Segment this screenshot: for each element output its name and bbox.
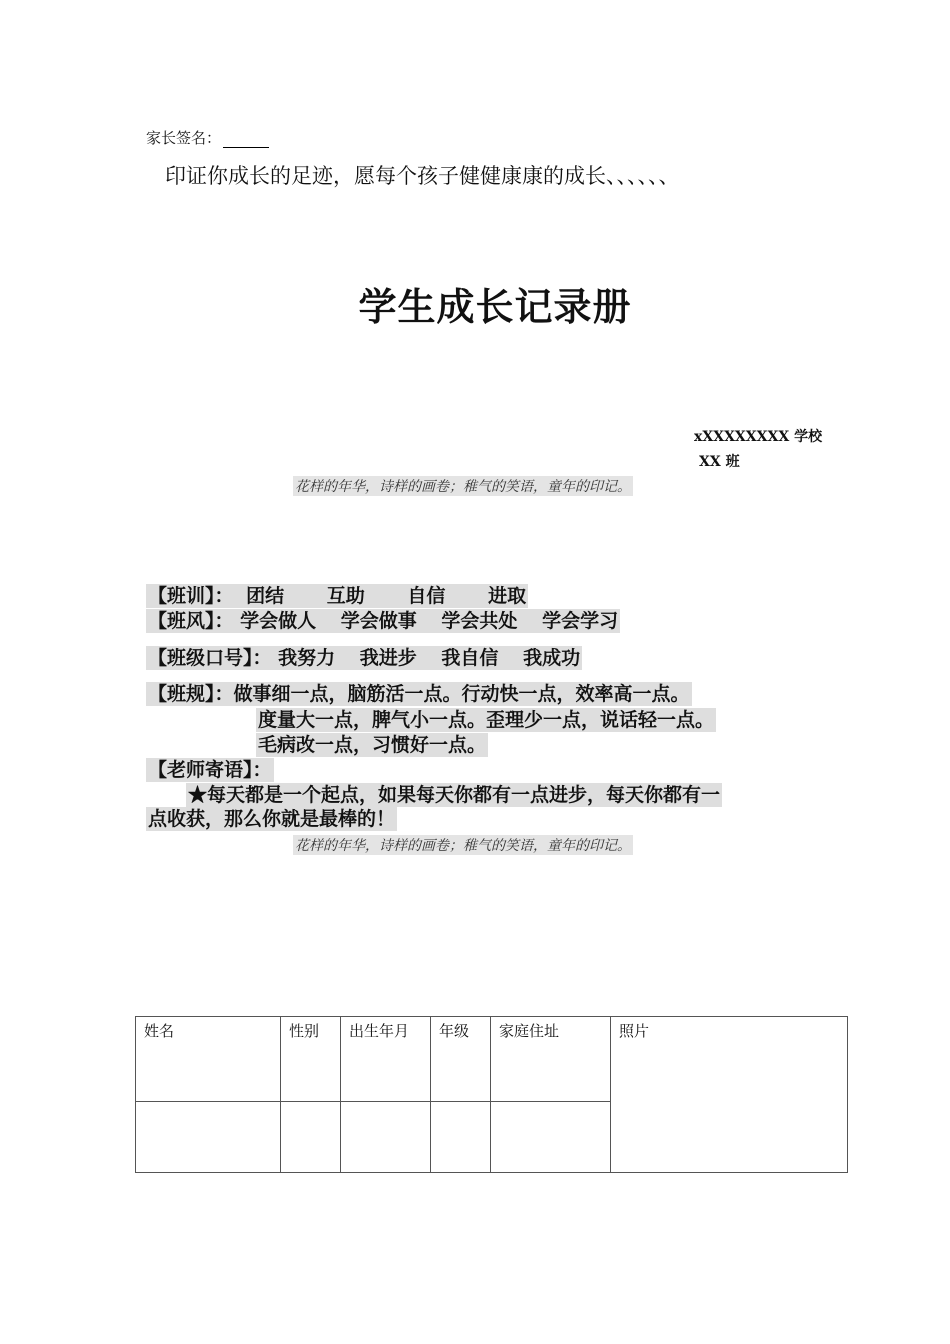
school-name: xXXXXXXXX 学校 [694, 429, 823, 445]
signature-line[interactable] [223, 133, 269, 148]
document-title: 学生成长记录册 [358, 285, 632, 329]
header-birth-date: 出生年月 [341, 1017, 431, 1102]
class-slogan-item: 我努力 [278, 647, 336, 669]
grade-cell[interactable] [431, 1102, 491, 1173]
gender-cell[interactable] [281, 1102, 341, 1173]
class-style-row [146, 609, 620, 633]
student-info-table [135, 1016, 848, 1173]
class-motto-item: 自信 [407, 585, 446, 607]
class-motto-label: 【班训】： [148, 585, 234, 607]
class-motto-item: 进取 [488, 585, 527, 607]
tagline-bottom: 花样的年华，诗样的画卷；稚气的笑语，童年的印记。 [293, 835, 633, 855]
teacher-message-line: 点收获，那么你就是最棒的！ [148, 808, 396, 830]
class-motto-item: 互助 [326, 585, 365, 607]
class-slogan-item: 我进步 [359, 647, 417, 669]
class-rules-line: 做事细一点，脑筋活一点。行动快一点，效率高一点。 [233, 683, 690, 705]
class-style-label: 【班风】： [148, 610, 234, 632]
birth-date-cell[interactable] [341, 1102, 431, 1173]
home-address-cell[interactable] [491, 1102, 611, 1173]
class-motto-row [146, 584, 528, 608]
tagline-top: 花样的年华，诗样的画卷；稚气的笑语，童年的印记。 [293, 476, 633, 496]
header-photo: 照片 [611, 1017, 848, 1173]
table-header-row [136, 1017, 848, 1102]
class-slogan-item: 我成功 [523, 647, 581, 669]
class-style-item: 学会做人 [240, 610, 317, 632]
header-name: 姓名 [136, 1017, 281, 1102]
class-slogan-label: 【班级口号】： [148, 647, 272, 669]
parent-signature [146, 127, 269, 148]
class-motto-item: 团结 [246, 585, 285, 607]
header-home-address: 家庭住址 [491, 1017, 611, 1102]
class-style-item: 学会学习 [542, 610, 619, 632]
class-name: XX 班 [699, 454, 740, 470]
signature-label: 家长签名： [146, 129, 222, 147]
class-rules-line: 度量大一点，脾气小一点。歪理少一点，说话轻一点。 [258, 709, 715, 731]
class-slogan-item: 我自信 [441, 647, 499, 669]
name-cell[interactable] [136, 1102, 281, 1173]
header-grade: 年级 [431, 1017, 491, 1102]
class-style-item: 学会做事 [340, 610, 417, 632]
class-slogan-row [146, 646, 582, 670]
teacher-message-label: 【老师寄语】： [148, 759, 272, 781]
class-rules-row [146, 682, 692, 706]
class-rules-label: 【班规】： [148, 683, 234, 705]
header-gender: 性别 [281, 1017, 341, 1102]
class-rules-line: 毛病改一点，习惯好一点。 [258, 734, 487, 756]
motto-line: 印证你成长的足迹，愿每个孩子健健康康的成长、、、、、、 [165, 164, 680, 188]
teacher-message-line: ★每天都是一个起点，如果每天你都有一点进步，每天你都有一 [188, 784, 721, 806]
class-style-item: 学会共处 [441, 610, 518, 632]
